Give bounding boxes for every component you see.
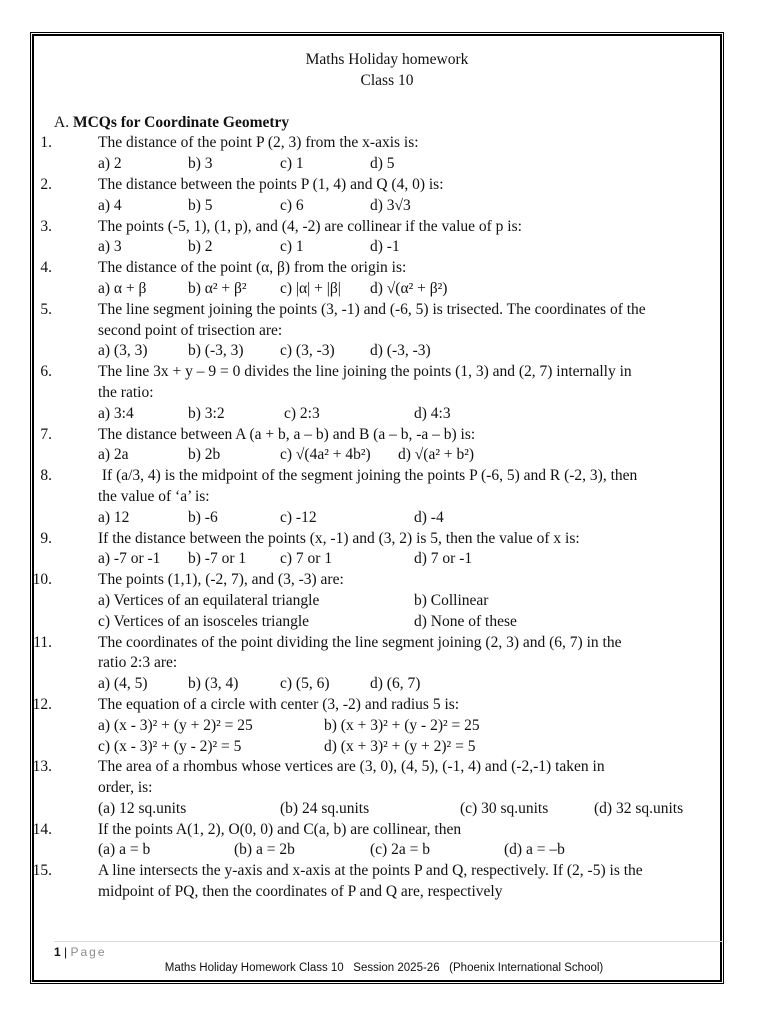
question-item: [40, 466, 724, 508]
option-choice: c) 1: [280, 155, 304, 173]
section-heading: [54, 113, 724, 134]
question-text: The distance of the point (α, β) from the origin is:: [98, 259, 407, 277]
question-number: 5.: [40, 300, 52, 318]
question-number: 14.: [32, 820, 52, 838]
question-number: 7.: [40, 425, 52, 443]
question-text: The distance between the points P (1, 4) and Q (4, 0) is:: [98, 175, 444, 193]
option-choice: c) -12: [280, 508, 317, 526]
option-choice: b) 3: [188, 155, 213, 173]
option-choice: (d) 32 sq.units: [594, 799, 684, 817]
option-choice: d) -4: [414, 508, 444, 526]
option-choice: d) 5: [370, 155, 395, 173]
question-number: 15.: [32, 862, 52, 880]
question-text: the value of ‘a’ is:: [98, 487, 210, 505]
option-choice: c) |α| + |β|: [280, 279, 341, 297]
option-choice: (b) 24 sq.units: [280, 799, 370, 817]
option-row: [76, 445, 724, 466]
option-choice: a) 2a: [98, 446, 129, 464]
question-text: ratio 2:3 are:: [98, 654, 178, 672]
question-text: If the distance between the points (x, -1) and (3, 2) is 5, then the value of x is:: [98, 529, 580, 547]
question-text: The line segment joining the points (3, -1) and (-6, 5) is trisected. The coordinates of the: [98, 300, 646, 318]
question-item: [32, 757, 724, 799]
question-number: 8.: [40, 467, 52, 485]
option-choice: d) √(a² + b²): [398, 446, 475, 464]
option-row: [76, 591, 724, 612]
question-number: 4.: [40, 259, 52, 277]
question-item: [40, 425, 724, 446]
option-choice: d) 3√3: [370, 196, 411, 214]
option-row: [76, 716, 724, 737]
question-item: [40, 133, 724, 154]
question-text: The coordinates of the point dividing the line segment joining (2, 3) and (6, 7) in the: [98, 633, 622, 651]
question-number: 13.: [32, 758, 52, 776]
question-number: 3.: [40, 217, 52, 235]
question-item: [40, 175, 724, 196]
option-row: [76, 279, 724, 300]
option-choice: b) (x + 3)² + (y - 2)² = 25: [324, 716, 480, 734]
question-text: The points (-5, 1), (1, p), and (4, -2) are collinear if the value of p is:: [98, 217, 522, 235]
option-choice: a) 2: [98, 155, 122, 173]
question-item: [40, 217, 724, 238]
footer-text: Maths Holiday Homework Class 10 Session 2025-26 (Phoenix International School): [164, 962, 604, 974]
question-text: If the points A(1, 2), O(0, 0) and C(a, b) are collinear, then: [98, 820, 462, 838]
option-choice: d) 4:3: [414, 404, 451, 422]
option-row: [76, 508, 724, 529]
question-text: The distance between A (a + b, a – b) and B (a – b, -a – b) is:: [98, 425, 476, 443]
option-choice: d) √(α² + β²): [370, 279, 448, 297]
question-item: [32, 695, 724, 716]
option-choice: d) (6, 7): [370, 675, 421, 693]
option-choice: d) -1: [370, 238, 400, 256]
option-choice: a) 4: [98, 196, 122, 214]
option-row: [76, 840, 724, 861]
question-item: [40, 258, 724, 279]
option-choice: c) √(4a² + 4b²): [280, 446, 371, 464]
option-choice: b) 3:2: [188, 404, 225, 422]
question-item: [33, 633, 724, 675]
question-text: midpoint of PQ, then the coordinates of P and Q are, respectively: [98, 883, 503, 901]
question-text: The equation of a circle with center (3, -2) and radius 5 is:: [98, 695, 460, 713]
option-row: [76, 196, 724, 217]
option-choice: a) (3, 3): [98, 342, 148, 360]
option-choice: a) α + β: [98, 279, 147, 297]
question-text: The line 3x + y – 9 = 0 divides the line joining the points (1, 3) and (2, 7) internally in: [98, 363, 632, 381]
option-choice: c) (3, -3): [280, 342, 335, 360]
question-text: order, is:: [98, 779, 153, 797]
option-choice: b) α² + β²: [188, 279, 247, 297]
option-choice: b) 2: [188, 238, 213, 256]
option-choice: c) 1: [280, 238, 304, 256]
option-choice: c) Vertices of an isosceles triangle: [98, 612, 310, 630]
page-number: [54, 945, 107, 959]
question-item: [32, 570, 724, 591]
option-choice: b) -7 or 1: [188, 550, 247, 568]
question-list: [32, 133, 724, 902]
option-choice: a) (x - 3)² + (y + 2)² = 25: [98, 716, 253, 734]
document-body: [32, 50, 724, 903]
question-number: 6.: [40, 363, 52, 381]
option-row: [76, 404, 724, 425]
option-choice: (c) 2a = b: [370, 841, 430, 859]
option-choice: (c) 30 sq.units: [460, 799, 549, 817]
question-number: 1.: [40, 134, 52, 152]
option-choice: b) (-3, 3): [188, 342, 244, 360]
option-choice: d) (x + 3)² + (y + 2)² = 5: [324, 737, 476, 755]
option-choice: a) 3: [98, 238, 122, 256]
question-item: [40, 300, 724, 342]
option-choice: b) 2b: [188, 446, 221, 464]
section-title: MCQs for Coordinate Geometry: [72, 113, 290, 131]
option-choice: a) 12: [98, 508, 130, 526]
option-choice: c) 2:3: [284, 404, 320, 422]
option-row: [76, 737, 724, 758]
question-number: 2.: [40, 175, 52, 193]
option-row: [76, 674, 724, 695]
question-text: The points (1,1), (-2, 7), and (3, -3) are:: [98, 571, 344, 589]
option-choice: a) Vertices of an equilateral triangle: [98, 591, 320, 609]
option-row: [76, 341, 724, 362]
question-number: 10.: [32, 571, 52, 589]
section-prefix: A.: [54, 113, 70, 131]
question-item: [32, 861, 724, 903]
question-number: 11.: [33, 633, 52, 651]
question-text: A line intersects the y-axis and x-axis at the points P and Q, respectively. If (2, -5) is the: [98, 862, 643, 880]
option-choice: b) Collinear: [414, 591, 489, 609]
option-row: [76, 237, 724, 258]
option-choice: c) 7 or 1: [280, 550, 333, 568]
option-row: [76, 549, 724, 570]
option-row: [76, 154, 724, 175]
page-label: Page: [70, 945, 107, 959]
option-choice: (a) 12 sq.units: [98, 799, 187, 817]
question-number: 12.: [32, 695, 52, 713]
option-choice: b) (3, 4): [188, 675, 239, 693]
question-item: [40, 529, 724, 550]
option-choice: d) (-3, -3): [370, 342, 431, 360]
question-text: the ratio:: [98, 383, 154, 401]
question-item: [40, 362, 724, 404]
page-number-value: 1: [54, 945, 61, 959]
page-separator: |: [64, 945, 68, 959]
option-choice: a) -7 or -1: [98, 550, 161, 568]
option-choice: c) (5, 6): [280, 675, 330, 693]
option-choice: (b) a = 2b: [234, 841, 295, 859]
document-subtitle: Class 10: [360, 71, 414, 89]
option-choice: c) (x - 3)² + (y - 2)² = 5: [98, 737, 242, 755]
question-text: The area of a rhombus whose vertices are (3, 0), (4, 5), (-1, 4) and (-2,-1) taken in: [98, 758, 605, 776]
option-row: [76, 612, 724, 633]
question-number: 9.: [40, 529, 52, 547]
question-text: The distance of the point P (2, 3) from the x-axis is:: [98, 134, 419, 152]
option-choice: d) 7 or -1: [414, 550, 473, 568]
question-text: second point of trisection are:: [98, 321, 283, 339]
option-choice: (d) a = –b: [504, 841, 565, 859]
document-title: Maths Holiday homework: [305, 51, 469, 68]
option-choice: b) -6: [188, 508, 218, 526]
question-text: If (a/3, 4) is the midpoint of the segment joining the points P (-6, 5) and R (-2, 3), then: [98, 467, 638, 485]
option-choice: b) 5: [188, 196, 213, 214]
option-choice: (a) a = b: [98, 841, 151, 859]
option-choice: a) (4, 5): [98, 675, 148, 693]
option-row: [76, 799, 724, 820]
option-choice: c) 6: [280, 196, 304, 214]
option-choice: d) None of these: [414, 612, 517, 630]
footer-divider: [54, 941, 722, 942]
question-item: [32, 820, 724, 841]
option-choice: a) 3:4: [98, 404, 134, 422]
